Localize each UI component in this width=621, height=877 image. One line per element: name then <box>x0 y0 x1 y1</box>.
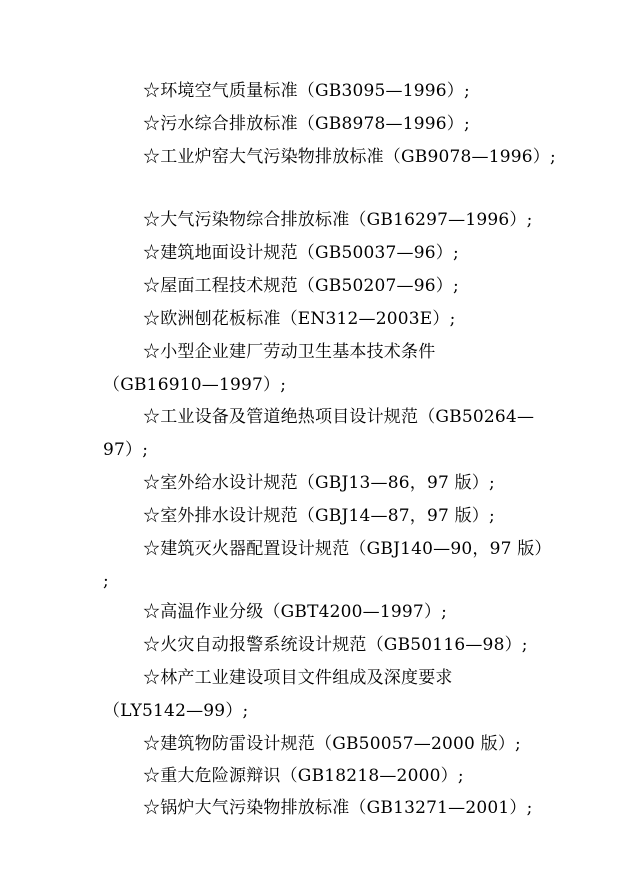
standard-item: ☆建筑灭火器配置设计规范（GBJ140—90，97 版） <box>143 539 552 559</box>
standard-item-continuation: 97）; <box>103 440 149 460</box>
standard-item: ☆重大危险源辩识（GB18218—2000）; <box>143 766 464 786</box>
standard-item: ☆室外排水设计规范（GBJ14—87，97 版）; <box>143 506 495 526</box>
standard-item-continuation: ; <box>103 571 109 591</box>
standard-item: ☆火灾自动报警系统设计规范（GB50116—98）; <box>143 635 528 655</box>
standard-item: ☆欧洲刨花板标准（EN312—2003E）; <box>143 309 456 329</box>
standard-item: ☆林产工业建设项目文件组成及深度要求 <box>143 668 453 688</box>
standard-item: ☆小型企业建厂劳动卫生基本技术条件 <box>143 342 436 362</box>
standard-item: ☆建筑地面设计规范（GB50037—96）; <box>143 243 459 263</box>
standard-item: ☆室外给水设计规范（GBJ13—86，97 版）; <box>143 473 495 493</box>
standard-item: ☆工业设备及管道绝热项目设计规范（GB50264— <box>143 407 535 427</box>
standard-item: ☆大气污染物综合排放标准（GB16297—1996）; <box>143 210 533 230</box>
standard-item-continuation: （GB16910—1997）; <box>103 375 287 395</box>
standard-item: ☆工业炉窑大气污染物排放标准（GB9078—1996）; <box>143 147 556 167</box>
standard-item: ☆建筑物防雷设计规范（GB50057—2000 版）; <box>143 734 521 754</box>
standard-item: ☆环境空气质量标准（GB3095—1996）; <box>143 81 470 101</box>
standard-item: ☆污水综合排放标准（GB8978—1996）; <box>143 114 470 134</box>
standard-item: ☆屋面工程技术规范（GB50207—96）; <box>143 276 459 296</box>
standard-item: ☆高温作业分级（GBT4200—1997）; <box>143 602 448 622</box>
standard-item: ☆锅炉大气污染物排放标准（GB13271—2001）; <box>143 798 533 818</box>
standard-item-continuation: （LY5142—99）; <box>103 701 249 721</box>
